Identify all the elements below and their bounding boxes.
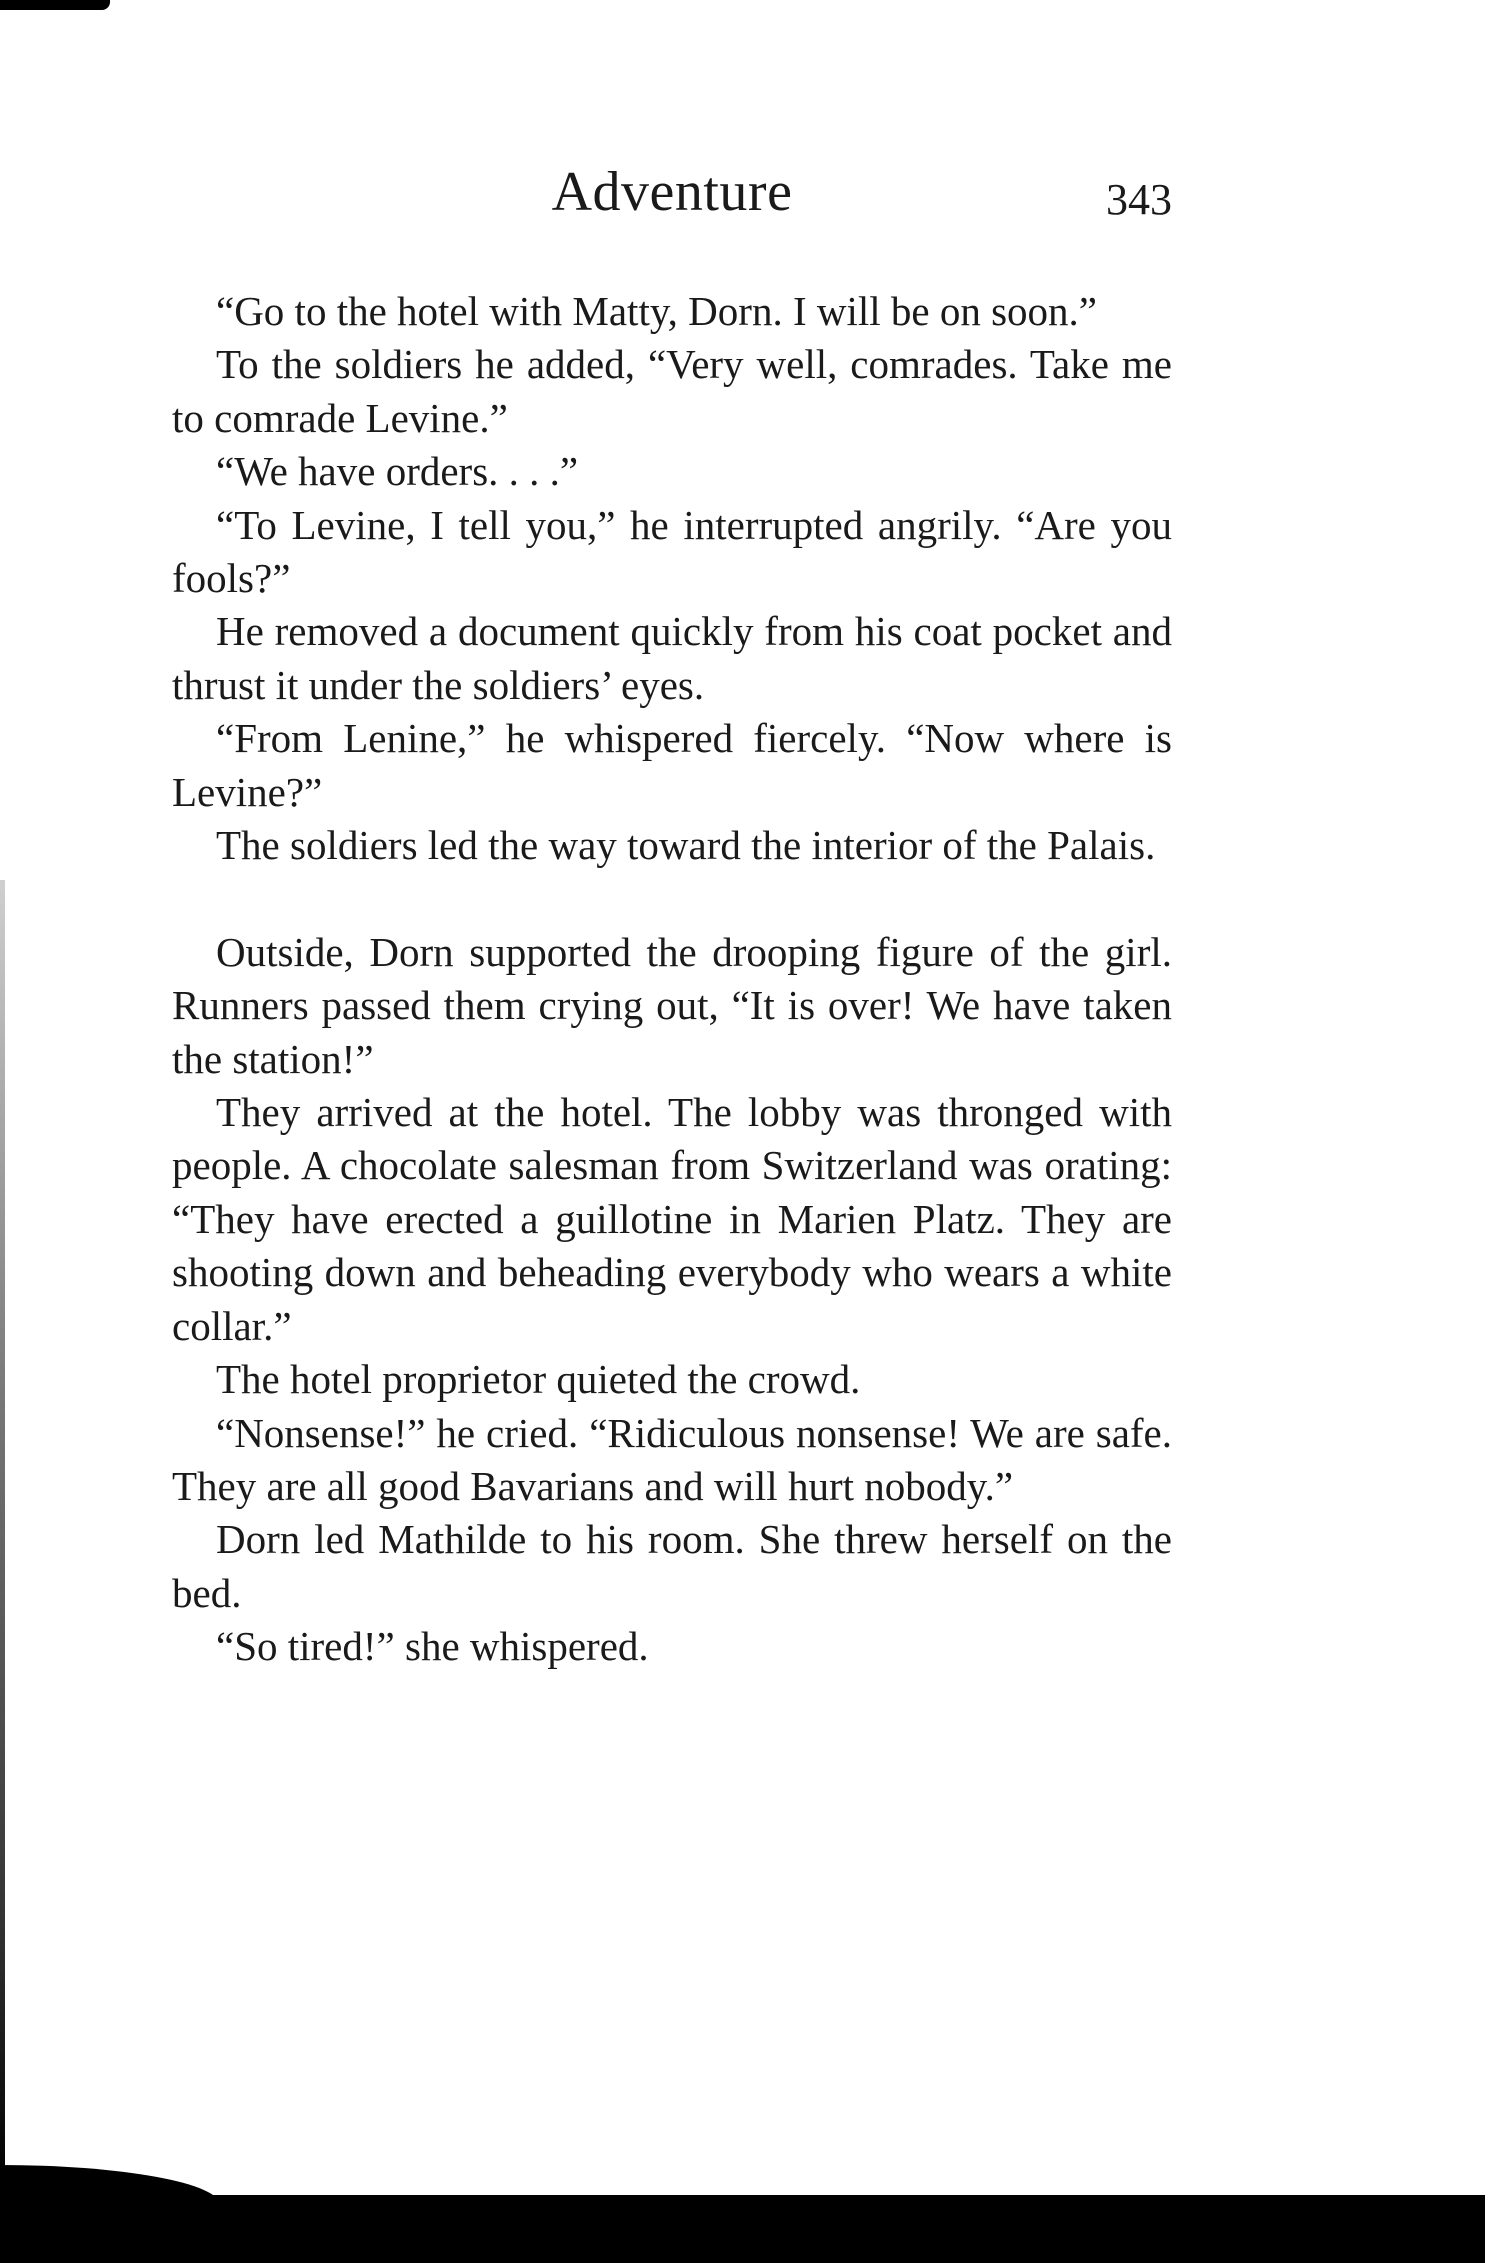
scan-edge-shadow <box>0 880 5 2180</box>
paragraph: He removed a document quickly from his coat pocket and thrust it under the soldiers’ eyes. <box>172 608 1172 708</box>
paragraph: To the soldiers he added, “Very well, comrades. Take me to comrade Levine.” <box>172 341 1172 441</box>
paragraph: The hotel proprietor quieted the crowd. <box>216 1356 861 1403</box>
paragraph: They arrived at the hotel. The lobby was thronged with people. A chocolate salesman from Switzerland was orating: “They have erected a guillotine in Marien Platz. They are shooting down and beheading everybody who wears a white collar.” <box>172 1089 1172 1349</box>
paragraph: “From Lenine,” he whispered fiercely. “Now where is Levine?” <box>172 715 1172 815</box>
paragraph: “So tired!” she whispered. <box>216 1623 649 1670</box>
paragraph: “Go to the hotel with Matty, Dorn. I will be on soon.” <box>216 288 1097 334</box>
paragraph: “To Levine, I tell you,” he interrupted angrily. “Are you fools?” <box>172 501 1172 602</box>
paragraph: Dorn led Mathilde to his room. She threw herself on the bed. <box>172 1516 1172 1616</box>
body-text <box>172 285 1172 1674</box>
page-number: 343 <box>1106 175 1172 224</box>
paragraph: “Nonsense!” he cried. “Ridiculous nonsense! We are safe. They are all good Bavarians and will hurt nobody.” <box>172 1409 1172 1509</box>
scan-bottom-shadow <box>0 2195 1485 2263</box>
scan-corner-artifact <box>0 0 110 10</box>
paragraph: The soldiers led the way toward the interior of the Palais. <box>216 822 1156 869</box>
paragraph: Outside, Dorn supported the drooping figure of the girl. Runners passed them crying out, “It is over! We have taken the station!” <box>172 928 1172 1082</box>
running-head <box>172 160 1172 230</box>
running-title: Adventure <box>551 161 793 223</box>
paragraph: “We have orders. . . .” <box>216 448 579 495</box>
